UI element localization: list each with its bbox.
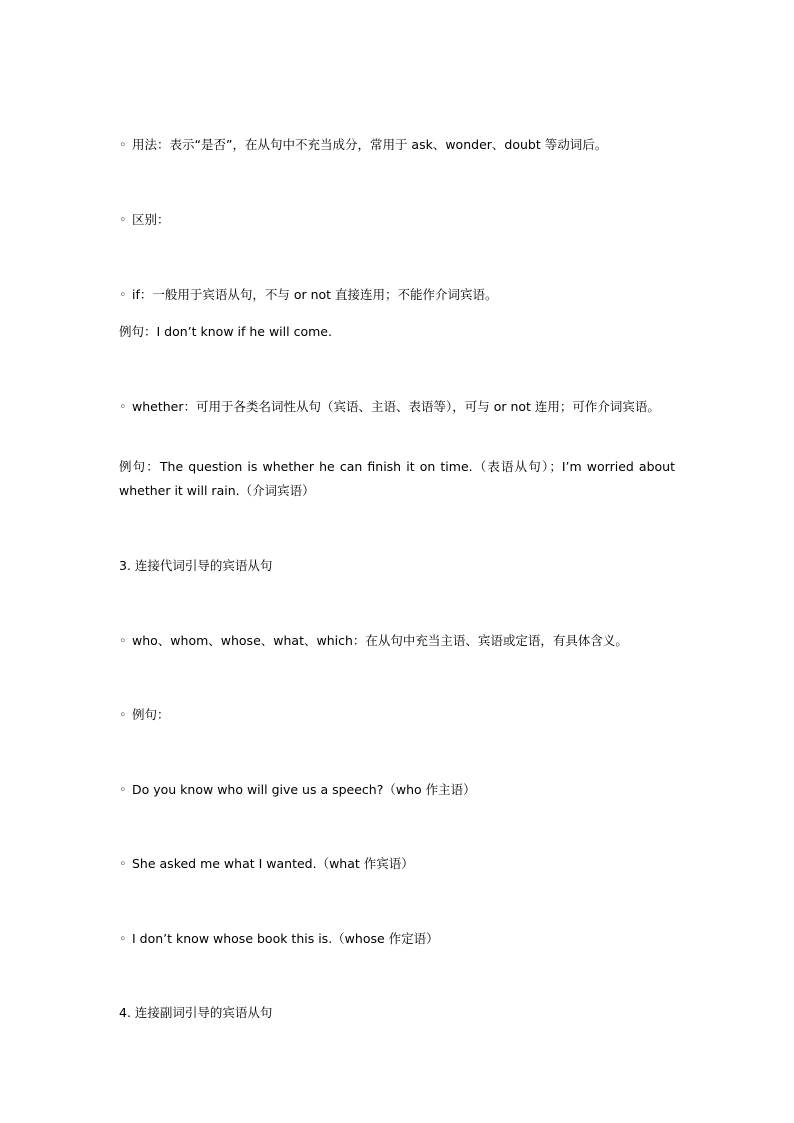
example-what-text: She asked me what I wanted.（what 作宾语） (132, 856, 414, 871)
pronouns-text: who、whom、whose、what、which：在从句中充当主语、宾语或定语，有具体含义。 (132, 633, 628, 648)
whether-text: whether：可用于各类名词性从句（宾语、主语、表语等），可与 or not 连用；可作介词宾语。 (132, 399, 660, 414)
bullet-example-whose (119, 927, 675, 951)
section-heading-3-text: 3. 连接代词引导的宾语从句 (119, 558, 273, 573)
example-if-text: 例句：I don’t know if he will come. (119, 324, 332, 339)
section-heading-3 (119, 554, 675, 578)
example-whether (119, 455, 675, 503)
bullet-mark: ◦ (119, 856, 127, 871)
bullet-example-who (119, 778, 675, 802)
difference-label: 区别： (132, 212, 170, 227)
bullet-example-what (119, 852, 675, 876)
bullet-mark: ◦ (119, 137, 127, 152)
bullet-pronouns (119, 629, 675, 653)
bullet-usage (119, 133, 675, 157)
examples-label: 例句： (132, 707, 170, 722)
bullet-mark: ◦ (119, 287, 127, 302)
if-text: if：一般用于宾语从句，不与 or not 直接连用；不能作介词宾语。 (132, 287, 498, 302)
usage-text: 用法：表示“是否”，在从句中不充当成分，常用于 ask、wonder、doubt 等动词后。 (132, 137, 608, 152)
bullet-mark: ◦ (119, 931, 127, 946)
example-if (119, 320, 675, 344)
bullet-mark: ◦ (119, 707, 127, 722)
bullet-whether (119, 395, 675, 419)
section-heading-4-text: 4. 连接副词引导的宾语从句 (119, 1005, 273, 1020)
bullet-examples (119, 703, 675, 727)
bullet-mark: ◦ (119, 399, 127, 414)
bullet-mark: ◦ (119, 212, 127, 227)
bullet-mark: ◦ (119, 633, 127, 648)
section-heading-4 (119, 1001, 675, 1025)
example-who-text: Do you know who will give us a speech?（who 作主语） (132, 782, 476, 797)
bullet-difference (119, 208, 675, 232)
example-whether-text: 例句：The question is whether he can finish it on time.（表语从句）；I’m worried about whether it will rain.（介词宾语） (119, 459, 675, 498)
example-whose-text: I don’t know whose book this is.（whose 作定语） (132, 931, 439, 946)
bullet-mark: ◦ (119, 782, 127, 797)
bullet-if (119, 283, 675, 307)
